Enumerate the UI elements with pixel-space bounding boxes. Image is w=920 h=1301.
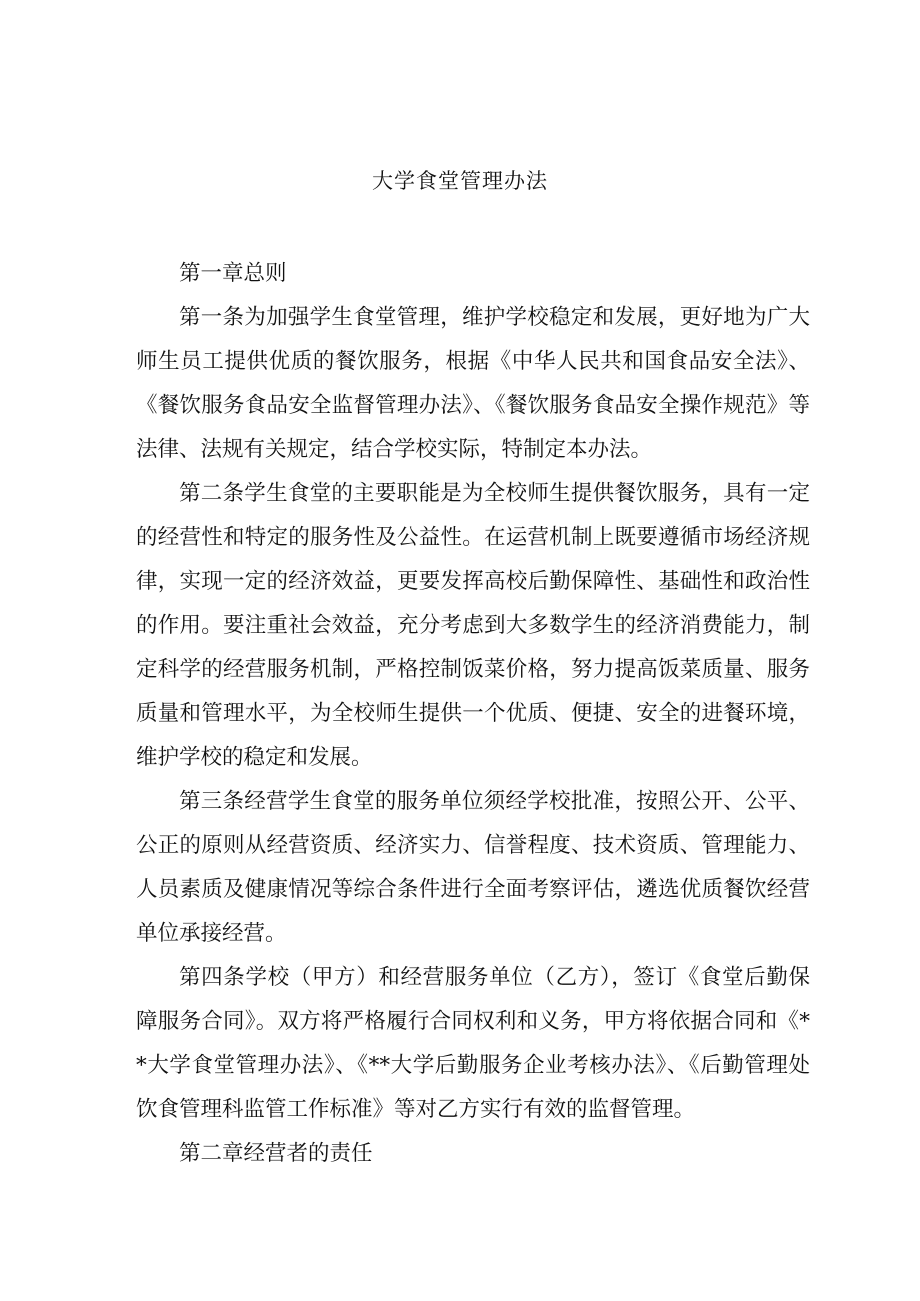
document-body [136,252,810,1176]
article-1: 第一条为加强学生食堂管理，维护学校稳定和发展，更好地为广大师生员工提供优质的餐饮服务，根据《中华人民共和国食品安全法》、《餐饮服务食品安全监督管理办法》、《餐饮服务食品安全操作规范》等法律、法规有关规定，结合学校实际，特制定本办法。 [136,305,810,462]
document-title: 大学食堂管理办法 [372,169,548,193]
article-3: 第三条经营学生食堂的服务单位须经学校批准，按照公开、公平、公正的原则从经营资质、经济实力、信誉程度、技术资质、管理能力、人员素质及健康情况等综合条件进行全面考察评估，遴选优质餐饮经营单位承接经营。 [136,789,810,946]
article-4: 第四条学校（甲方）和经营服务单位（乙方），签订《食堂后勤保障服务合同》。双方将严格履行合同权利和义务，甲方将依据合同和《**大学食堂管理办法》、《**大学后勤服务企业考核办法》、《后勤管理处饮食管理科监管工作标准》等对乙方实行有效的监督管理。 [136,965,810,1122]
chapter-heading-2: 第二章经营者的责任 [179,1141,373,1166]
article-2: 第二条学生食堂的主要职能是为全校师生提供餐饮服务，具有一定的经营性和特定的服务性及公益性。在运营机制上既要遵循市场经济规律，实现一定的经济效益，更要发挥高校后勤保障性、基础性和政治性的作用。要注重社会效益，充分考虑到大多数学生的经济消费能力，制定科学的经营服务机制，严格控制饭菜价格，努力提高饭菜质量、服务质量和管理水平，为全校师生提供一个优质、便捷、安全的进餐环境，维护学校的稳定和发展。 [136,481,810,770]
chapter-heading-1: 第一章总则 [179,261,287,286]
